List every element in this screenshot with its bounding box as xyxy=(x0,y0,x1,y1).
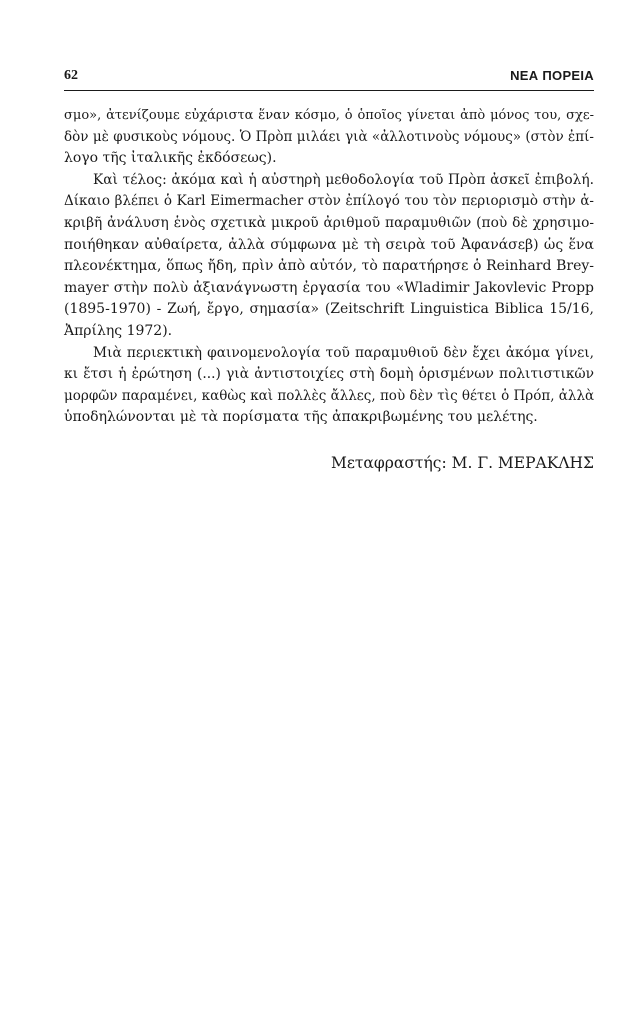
text-line: κριβῆ ἀνάλυση ἑνὸς σχετικὰ μικροῦ ἀριθμοῦ παραμυθιῶν (ποὺ δὲ χρησιμο- xyxy=(64,214,594,231)
paragraph-3 xyxy=(64,343,594,429)
text-line: μορφῶν παραμένει, καθὼς καὶ πολλὲς ἄλλες, ποὺ δὲν τὶς θέτει ὁ Πρόπ, ἀλλὰ xyxy=(64,387,595,404)
text-line: κι ἔτσι ἡ ἐρώτηση (...) γιὰ ἀντιστοιχίες στὴ δομὴ ὁρισμένων πολιτιστικῶν xyxy=(64,366,594,383)
text-line: δὸν μὲ φυσικοὺς νόμους. Ὁ Πρὸπ μιλάει γιὰ «ἀλλοτινοὺς νόμους» (στὸν ἐπί- xyxy=(64,128,594,145)
text-line: Μιὰ περιεκτικὴ φαινομενολογία τοῦ παραμυθιοῦ δὲν ἔχει ἀκόμα γίνει, xyxy=(93,344,594,361)
text-line: σμο», ἀτενίζουμε εὐχάριστα ἕναν κόσμο, ὁ ὁποῖος γίνεται ἀπὸ μόνος του, σχε- xyxy=(64,108,594,123)
text-line: Καὶ τέλος: ἀκόμα καὶ ἡ αὐστηρὴ μεθοδολογία τοῦ Πρὸπ ἀσκεῖ ἐπιβολή. xyxy=(93,171,594,188)
paragraph-1 xyxy=(64,105,594,170)
page-header xyxy=(64,68,594,88)
running-title: ΝΕΑ ΠΟΡΕΙΑ xyxy=(510,68,594,83)
text-line: ποιήθηκαν αὐθαίρετα, ἀλλὰ σύμφωνα μὲ τὴ σειρὰ τοῦ Ἀφανάσεβ) ὡς ἕνα xyxy=(64,236,594,253)
text-line: ὑποδηλώνονται μὲ τὰ πορίσματα τῆς ἀπακριβωμένης του μελέτης. xyxy=(64,409,538,426)
paragraph-2 xyxy=(64,170,594,343)
article-body xyxy=(64,105,594,429)
text-line: mayer στὴν πολὺ ἀξιανάγνωστη ἐργασία του «Wladimir Jakovlevic Propp xyxy=(64,279,594,296)
text-line: Δίκαιο βλέπει ὁ Karl Eimermacher στὸν ἐπίλογό του τὸν περιορισμὸ στὴν ἀ- xyxy=(64,193,594,210)
text-line: (1895-1970) - Ζωή, ἔργο, σημασία» (Zeitschrift Linguistica Biblica 15/16, xyxy=(64,301,594,318)
text-line: πλεονέκτημα, ὅπως ἤδη, πρὶν ἀπὸ αὐτόν, τὸ παρατήρησε ὁ Reinhard Brey- xyxy=(64,258,594,275)
page-number: 62 xyxy=(64,68,78,83)
header-rule xyxy=(64,90,594,91)
text-line: Ἀπρίλης 1972). xyxy=(64,322,173,339)
translator-signature: Μεταφραστής: Μ. Γ. ΜΕΡΑΚΛΗΣ xyxy=(330,454,594,472)
text-line: λογο τῆς ἰταλικῆς ἐκδόσεως). xyxy=(64,150,277,167)
